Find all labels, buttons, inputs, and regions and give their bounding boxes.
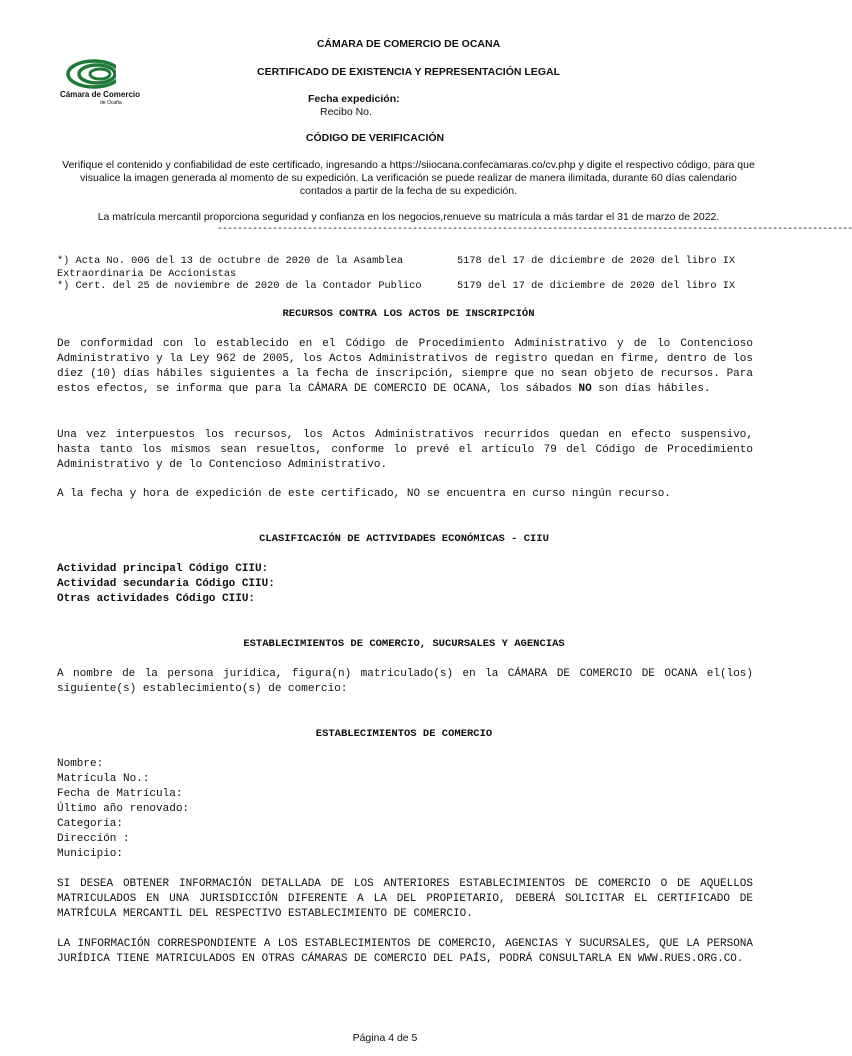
recursos-p1-text: De conformidad con lo establecido en el Código de Procedimiento Administrativo y de lo Contencioso Administrativo y la Ley 962 de 2005, los Actos Administrativos de registro quedan en firme, dentro de los diez (10) días hábiles siguientes a la fecha de inscripción, siempre que no sean objeto de recursos. Para estos efectos, se informa que para la CÁMARA DE COMERCIO DE OCANA, los sábados — [57, 338, 753, 395]
establecimientos-note-2: LA INFORMACIÓN CORRESPONDIENTE A LOS ESTABLECIMIENTOS DE COMERCIO, AGENCIAS Y SUCURSALES, QUE LA PERSONA JURÍDICA TIENE MATRICULADOS EN OTRAS CÁMARAS DE COMERCIO DEL PAÍS, PODRÁ CONSULTARLA EN WWW.RUES.ORG.CO. — [57, 938, 753, 965]
establecimientos-note-1: SI DESEA OBTENER INFORMACIÓN DETALLADA DE LOS ANTERIORES ESTABLECIMIENTOS DE COMERCIO O DE AQUELLOS MATRICULADOS EN UNA JURISDICCIÓN DIFERENTE A LA DEL PROPIETARIO, DEBERÁ SOLICITAR EL CERTIFICADO DE MATRÍCULA MERCANTIL DEL RESPECTIVO ESTABLECIMIENTO DE COMERCIO. — [57, 878, 753, 920]
establecimientos-intro: A nombre de la persona jurídica, figura(n) matriculado(s) en la CÁMARA DE COMERCIO DE OCANA el(los) siguiente(s) establecimiento(s) de comercio: — [57, 668, 753, 695]
field-direccion: Dirección : — [57, 833, 130, 845]
act-description: *) Cert. del 25 de noviembre de 2020 de la Contador Publico — [57, 280, 422, 292]
ciiu-secundaria: Actividad secundaria Código CIIU: — [57, 578, 275, 590]
field-nombre: Nombre: — [57, 758, 104, 770]
field-municipio: Municipio: — [57, 848, 124, 860]
fecha-expedicion-label: Fecha expedición: — [308, 93, 400, 105]
acts-list — [57, 255, 757, 293]
certificate-title: CERTIFICADO DE EXISTENCIA Y REPRESENTACIÓN LEGAL — [257, 66, 560, 78]
recursos-title: RECURSOS CONTRA LOS ACTOS DE INSCRIPCIÓN — [282, 308, 535, 320]
renewal-notice: La matrícula mercantil proporciona seguridad y confianza en los negocios,renueve su matrícula a más tardar el 31 de marzo de 2022. — [97, 211, 720, 223]
logo-caption: Cámara de Comercio — [60, 90, 141, 99]
recursos-paragraph-1 — [57, 337, 753, 397]
ciiu-title: CLASIFICACIÓN DE ACTIVIDADES ECONÓMICAS - CIIU — [259, 533, 549, 545]
recursos-p1-bold: NO — [578, 383, 592, 395]
act-description-continued: Extraordinaria De Accionistas — [57, 267, 237, 280]
logo-subcaption: de Ocaña — [100, 100, 122, 106]
establecimiento-fields — [57, 757, 189, 862]
recursos-p1-end: son días hábiles. — [591, 383, 711, 395]
chamber-name: CÁMARA DE COMERCIO DE OCANA — [316, 38, 501, 50]
field-matricula: Matrícula No.: — [57, 773, 150, 785]
establecimientos-subtitle: ESTABLECIMIENTOS DE COMERCIO — [315, 728, 493, 740]
recursos-paragraph-2: Una vez interpuestos los recursos, los Actos Administrativos recurridos quedan en efecto suspensivo, hasta tanto los mismos sean resueltos, conforme lo prevé el artículo 79 del Código de Procedimiento Administrativo y de lo Contencioso Administrativo. — [57, 429, 753, 471]
ciiu-otras: Otras actividades Código CIIU: — [57, 593, 256, 605]
act-registration: 5178 del 17 de diciembre de 2020 del libro IX — [457, 255, 736, 267]
field-ultimo-ano: Último año renovado: — [57, 803, 190, 815]
verification-title: CÓDIGO DE VERIFICACIÓN — [305, 132, 445, 144]
act-row — [57, 280, 757, 293]
separator-line: ------------------------------------------------------------------------------------------------------------------------------- — [217, 224, 852, 235]
recursos-paragraph-3: A la fecha y hora de expedición de este certificado, NO se encuentra en curso ningún recurso. — [57, 488, 671, 500]
act-registration: 5179 del 17 de diciembre de 2020 del libro IX — [457, 280, 736, 292]
field-categoria: Categoría: — [57, 818, 124, 830]
verification-text: Verifique el contenido y confiabilidad de este certificado, ingresando a https://siiocana.confecamaras.co/cv.php y digite el respectivo código, para que visualice la imagen generada al momento de su expedición. La verificación se puede realizar de manera ilimitada, durante 60 días calendario contados a partir de la fecha de su expedición. — [62, 159, 755, 197]
recibo-label: Recibo No. — [320, 106, 372, 118]
act-description: *) Acta No. 006 del 13 de octubre de 2020 de la Asamblea — [57, 255, 404, 267]
ciiu-principal: Actividad principal Código CIIU: — [57, 563, 269, 575]
act-row — [57, 255, 757, 268]
page-number: Página 4 de 5 — [352, 1032, 418, 1044]
establecimientos-title: ESTABLECIMIENTOS DE COMERCIO, SUCURSALES Y AGENCIAS — [243, 638, 565, 650]
field-fecha-matricula: Fecha de Matrícula: — [57, 788, 183, 800]
